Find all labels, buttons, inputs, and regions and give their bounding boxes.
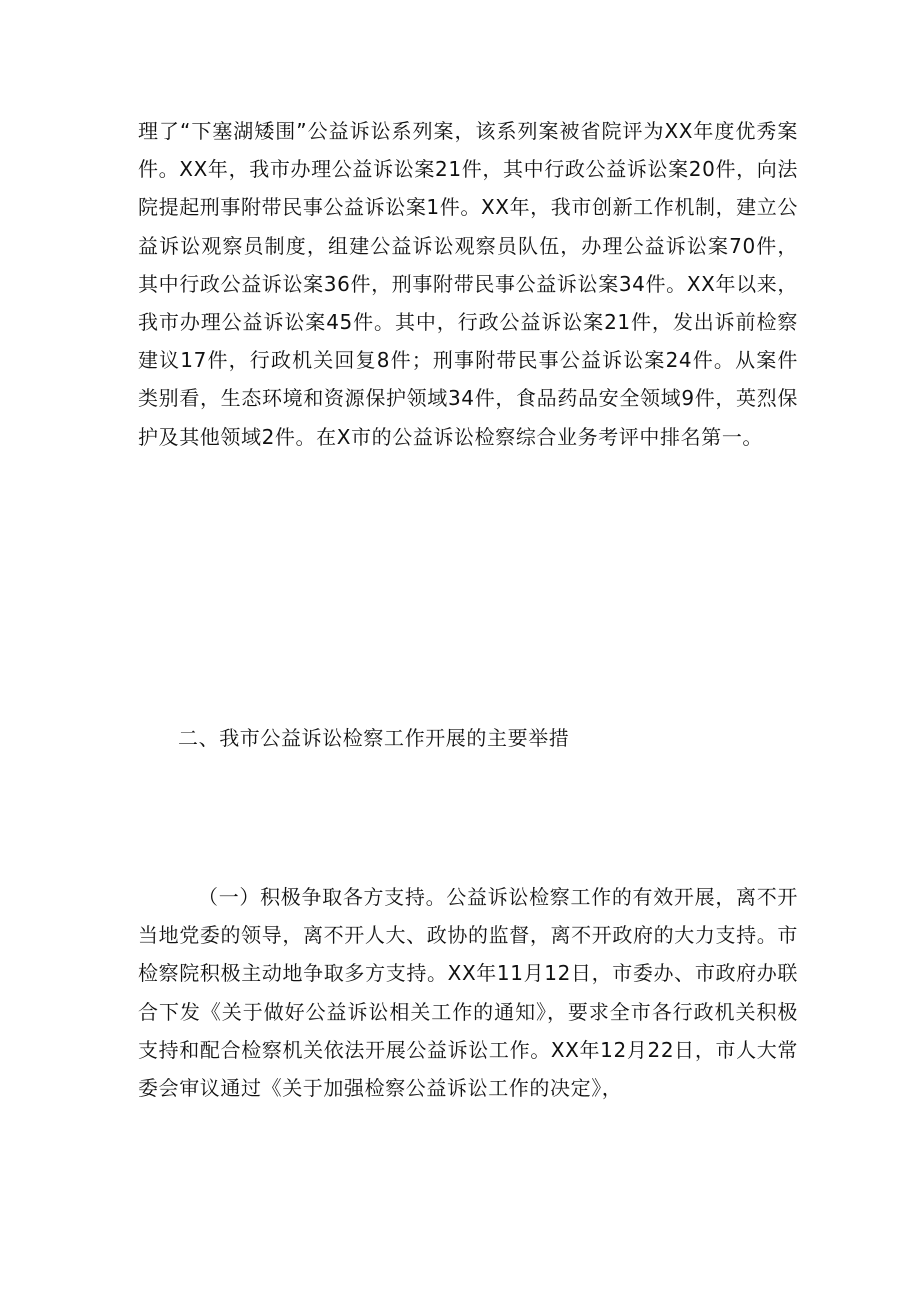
body-paragraph-case-summary: 理了“下塞湖矮围”公益诉讼系列案，该系列案被省院评为XX年度优秀案件。XX年，我市办理公益诉讼案21件，其中行政公益诉讼案20件，向法院提起刑事附带民事公益诉讼案1件。XX年，我市创新工作机制，建立公益诉讼观察员制度，组建公益诉讼观察员队伍，办理公益诉讼案70件，其中行政公益诉讼案36件，刑事附带民事公益诉讼案34件。XX年以来，我市办理公益诉讼案45件。其中，行政公益诉讼案21件，发出诉前检察建议17件，行政机关回复8件；刑事附带民事公益诉讼案24件。从案件类别看，生态环境和资源保护领域34件，食品药品安全领域9件，英烈保护及其他领域2件。在X市的公益诉讼检察综合业务考评中排名第一。 bbox=[138, 119, 798, 449]
section-heading: 二、我市公益诉讼检察工作开展的主要举措 bbox=[178, 726, 570, 750]
body-paragraph-support-measures: （一）积极争取各方支持。公益诉讼检察工作的有效开展，离不开当地党委的领导，离不开人大、政协的监督，离不开政府的大力支持。市检察院积极主动地争取多方支持。XX年11月12日，市委办、市政府办联合下发《关于做好公益诉讼相关工作的通知》，要求全市各行政机关积极支持和配合检察机关依法开展公益诉讼工作。XX年12月22日，市人大常委会审议通过《关于加强检察公益诉讼工作的决定》， bbox=[138, 885, 798, 1101]
